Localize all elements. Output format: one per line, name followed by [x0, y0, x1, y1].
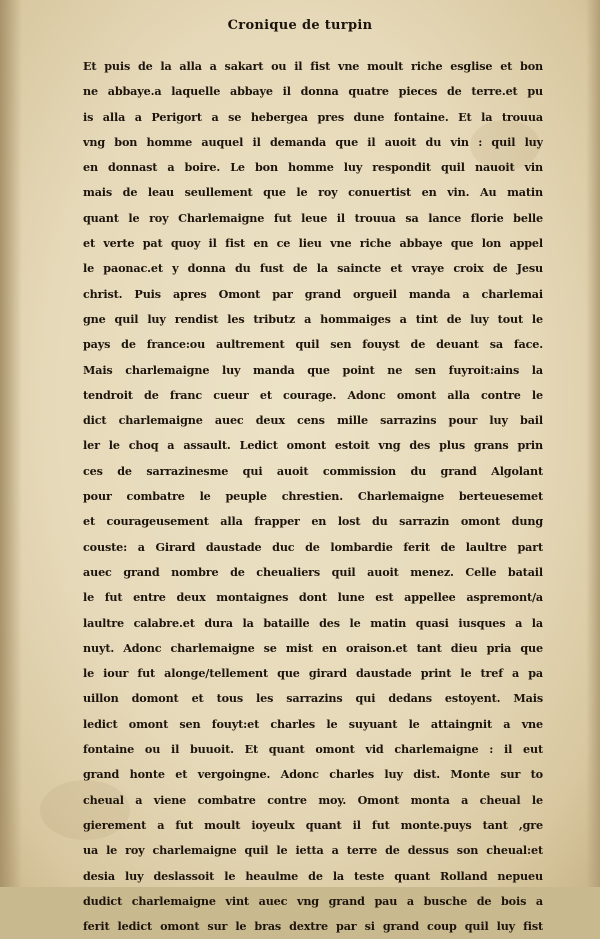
text-line: le paonac.et y donna du fust de la saincte et vraye croix de Jesu [83, 261, 543, 276]
text-line: ces de sarrazinesme qui auoit commission du grand Algolant [83, 463, 543, 478]
text-line: le fut entre deux montaignes dont lune est appellee aspremont/a [83, 590, 543, 605]
text-line: dict charlemaigne auec deux cens mille sarrazins pour luy bail [83, 413, 543, 428]
text-line: ledict omont sen fouyt:et charles le suyuant le attaingnit a vne [83, 716, 543, 731]
text-line: gierement a fut moult ioyeulx quant il fut monte.puys tant ,gre [83, 817, 543, 832]
text-line: desia luy deslassoit le heaulme de la teste quant Rolland nepueu [83, 868, 543, 883]
text-line: pays de france:ou aultrement quil sen fouyst de deuant sa face. [83, 337, 543, 352]
text-line: quant le roy Charlemaigne fut leue il trouua sa lance florie belle [83, 210, 543, 225]
text-line: ler le choq a assault. Ledict omont estoit vng des plus grans prin [83, 438, 543, 453]
text-line: couste: a Girard daustade duc de lombardie ferit de laultre part [83, 539, 543, 554]
text-line: laultre calabre.et dura la bataille des le matin quasi iusques a la [83, 615, 543, 630]
text-line: mais de leau seullement que le roy conuertist en vin. Au matin [83, 185, 543, 200]
text-line: gne quil luy rendist les tributz a hommaiges a tint de luy tout le [83, 311, 543, 326]
text-line: et verte pat quoy il fist en ce lieu vne riche abbaye que lon appel [83, 236, 543, 251]
text-line: cheual a viene combatre contre moy. Omont monta a cheual le [83, 792, 543, 807]
text-line: ferit ledict omont sur le bras dextre par si grand coup quil luy fist [83, 919, 543, 934]
text-line: fontaine ou il buuoit. Et quant omont vid charlemaigne : il eut [83, 742, 543, 757]
text-line: christ. Puis apres Omont par grand orgueil manda a charlemai [83, 286, 543, 301]
text-line: et courageusement alla frapper en lost du sarrazin omont dung [83, 514, 543, 529]
text-line: en donnast a boire. Le bon homme luy respondit quil nauoit vin [83, 160, 543, 175]
text-line: grand honte et vergoingne. Adonc charles luy dist. Monte sur to [83, 767, 543, 782]
text-line: auec grand nombre de cheualiers quil auoit menez. Celle batail [83, 564, 543, 579]
text-line: Et puis de la alla a sakart ou il fist vne moult riche esglise et bon [83, 59, 543, 73]
text-line: Mais charlemaigne luy manda que point ne sen fuyroit:ains la [83, 362, 543, 377]
text-line: vng bon homme auquel il demanda que il auoit du vin : quil luy [83, 134, 543, 149]
text-block [83, 54, 543, 939]
text-line: uillon domont et tous les sarrazins qui dedans estoyent. Mais [83, 691, 543, 706]
running-head: Cronique de turpin [227, 18, 373, 33]
text-line: ne abbaye.a laquelle abbaye il donna quatre pieces de terre.et pu [83, 84, 543, 99]
text-line: tendroit de franc cueur et courage. Adonc omont alla contre le [83, 387, 543, 402]
text-line: pour combatre le peuple chrestien. Charlemaigne berteuesemet [83, 489, 543, 504]
text-line: dudict charlemaigne vint auec vng grand pau a busche de bois a [83, 893, 543, 908]
text-line: ua le roy charlemaigne quil le ietta a terre de dessus son cheual:et [83, 843, 543, 858]
text-line: is alla a Perigort a se hebergea pres dune fontaine. Et la trouua [83, 109, 543, 124]
text-line: nuyt. Adonc charlemaigne se mist en oraison.et tant dieu pria que [83, 640, 543, 655]
text-line: le iour fut alonge/tellement que girard daustade print le tref a pa [83, 666, 543, 681]
